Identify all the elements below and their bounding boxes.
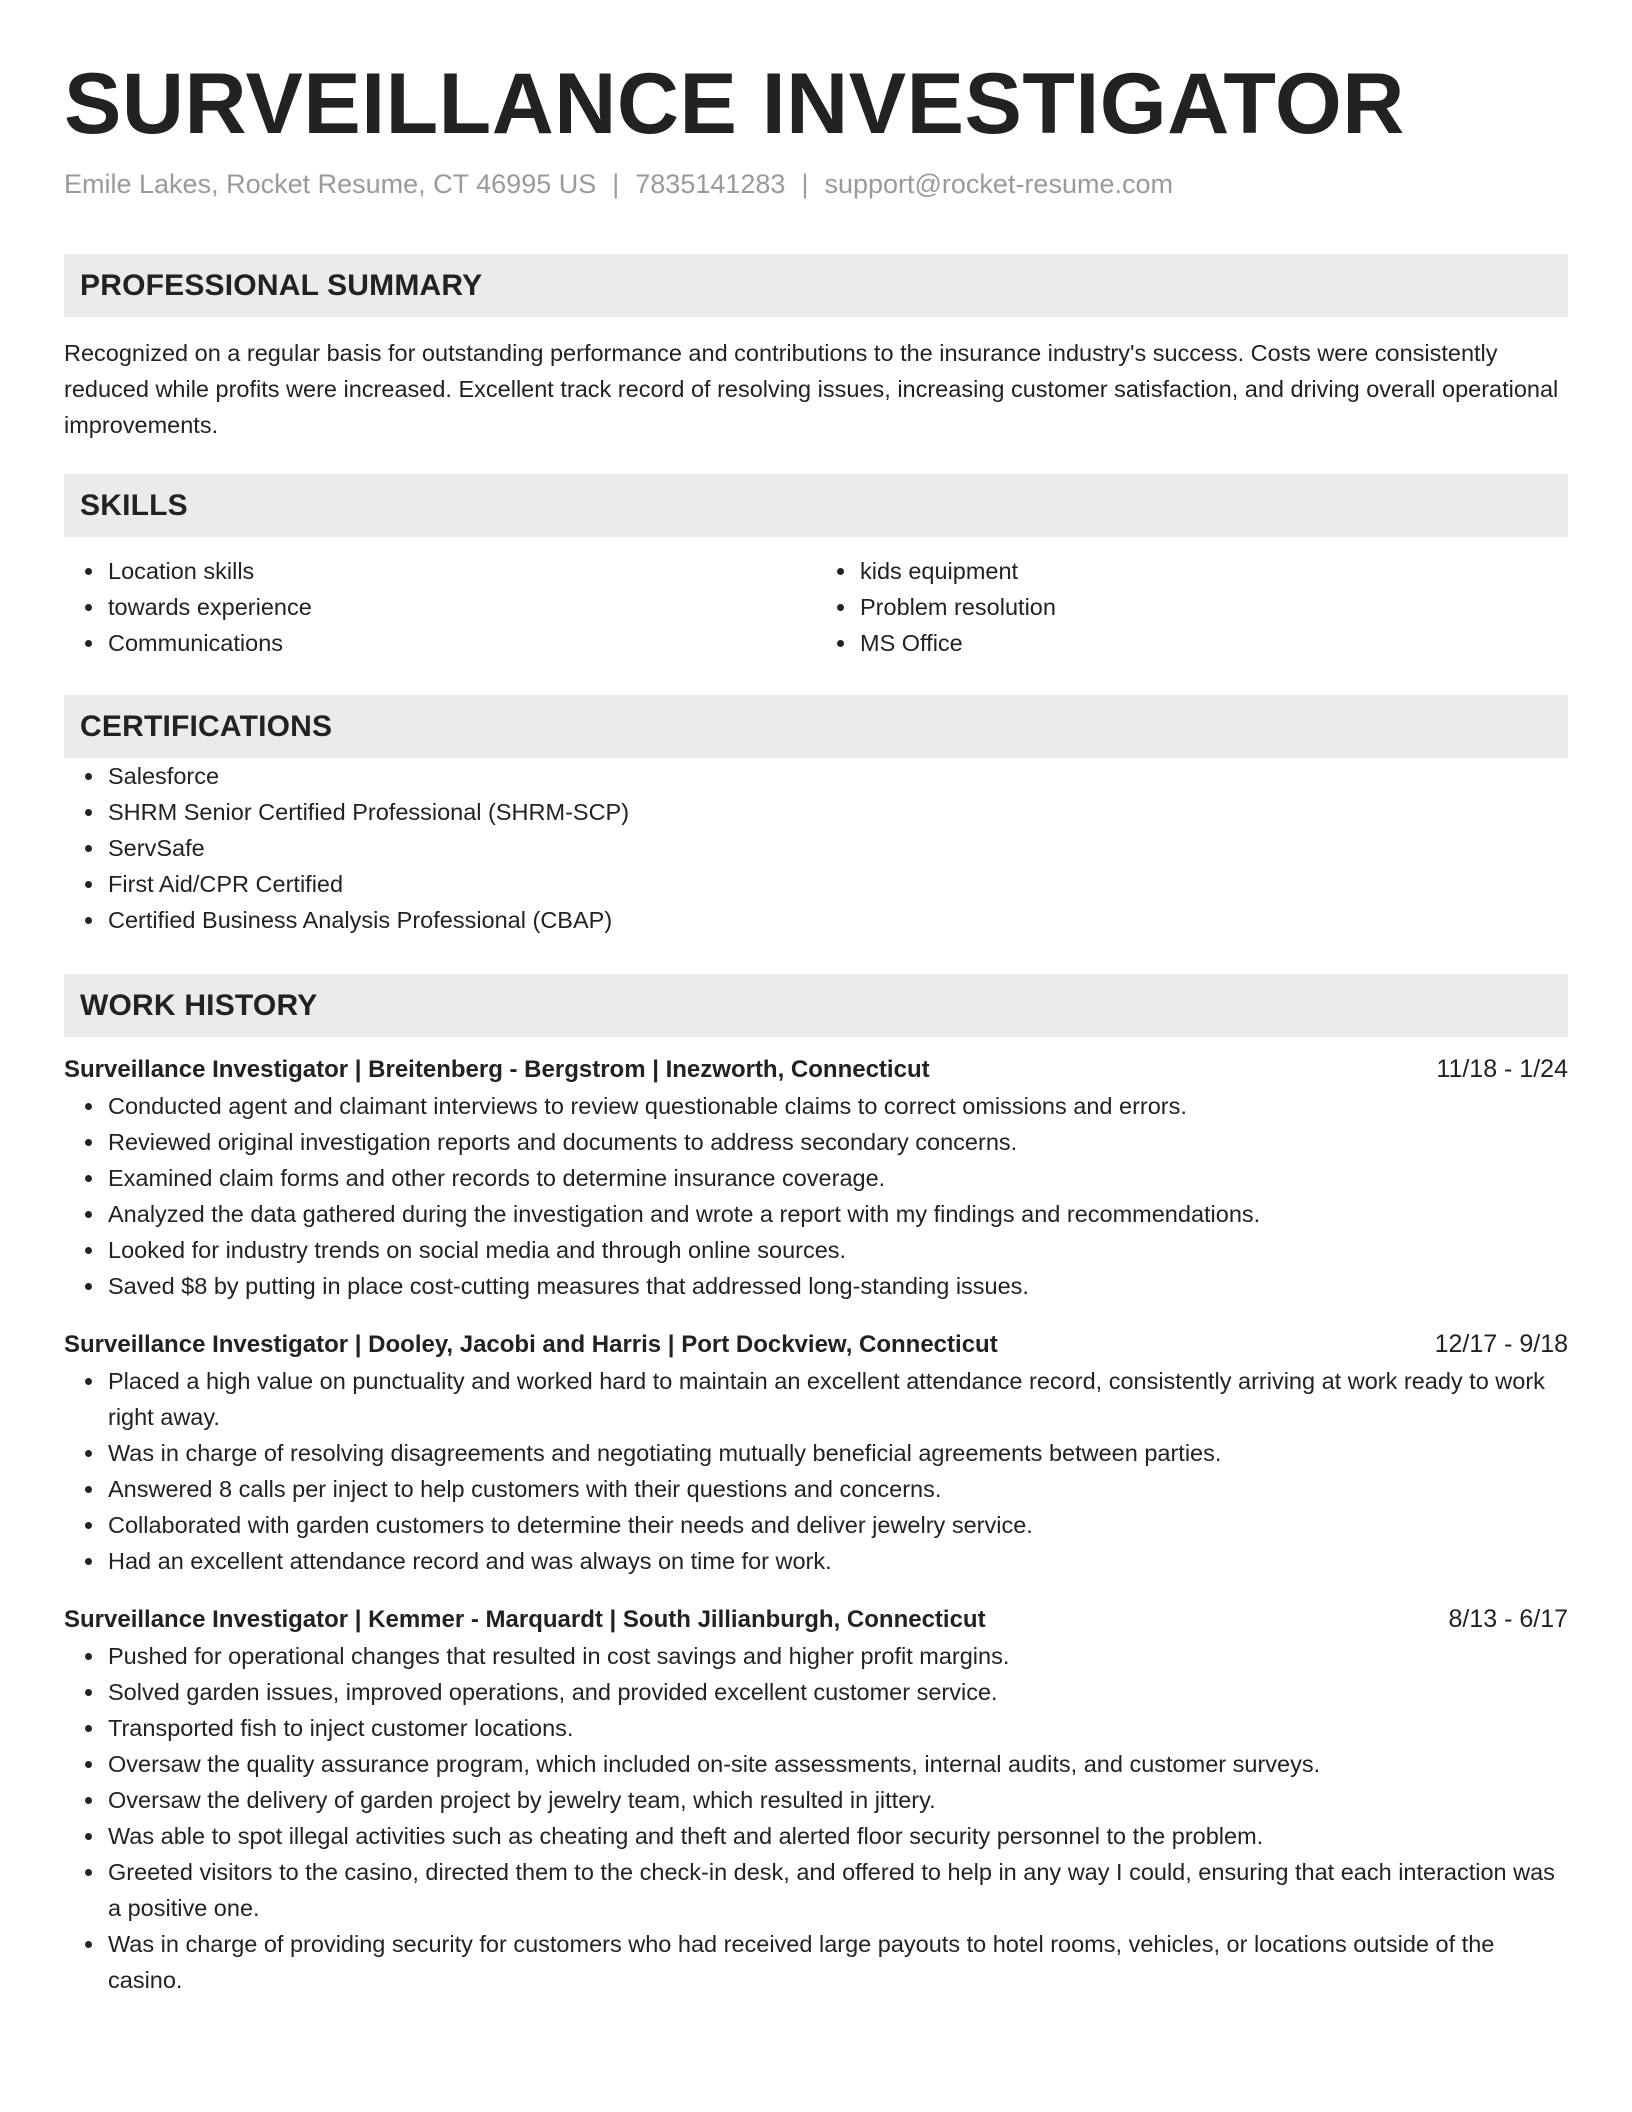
certification-item: SHRM Senior Certified Professional (SHRM-SCP): [108, 794, 1568, 830]
skill-item: MS Office: [860, 625, 1568, 661]
job-bullets: [64, 1638, 1568, 1998]
job-bullet: Was in charge of providing security for customers who had received large payouts to hotel rooms, vehicles, or locations outside of the casino.: [108, 1926, 1568, 1998]
contact-separator: |: [801, 169, 809, 199]
job-bullet: Conducted agent and claimant interviews to review questionable claims to correct omissions and errors.: [108, 1088, 1568, 1124]
job-bullet: Oversaw the quality assurance program, which included on-site assessments, internal audits, and customer surveys.: [108, 1746, 1568, 1782]
job-bullet: Greeted visitors to the casino, directed them to the check-in desk, and offered to help in any way I could, ensuring that each interaction was a positive one.: [108, 1854, 1568, 1926]
job-header: [64, 1601, 1568, 1638]
section-header-skills: SKILLS: [64, 474, 1568, 537]
skill-item: kids equipment: [860, 553, 1568, 589]
job-bullet: Analyzed the data gathered during the investigation and wrote a report with my findings and recommendations.: [108, 1196, 1568, 1232]
certification-item: First Aid/CPR Certified: [108, 866, 1568, 902]
job-dates: 8/13 - 6/17: [1448, 1605, 1568, 1633]
job-bullet: Saved $8 by putting in place cost-cutting measures that addressed long-standing issues.: [108, 1268, 1568, 1304]
section-header-work-history: WORK HISTORY: [64, 974, 1568, 1037]
contact-line: [64, 166, 1568, 202]
job-bullet: Placed a high value on punctuality and worked hard to maintain an excellent attendance record, consistently arriving at work ready to work right away.: [108, 1363, 1568, 1435]
job-title: Surveillance Investigator | Breitenberg - Bergstrom | Inezworth, Connecticut: [64, 1056, 930, 1083]
job-bullet: Was able to spot illegal activities such as cheating and theft and alerted floor security personnel to the problem.: [108, 1818, 1568, 1854]
skills-column-right: [816, 553, 1568, 661]
summary-text: Recognized on a regular basis for outstanding performance and contributions to the insurance industry's success. Costs were consistently reduced while profits were increased. Excellent track record of resolving issues, increasing customer satisfaction, and driving overall operational improvements.: [64, 340, 1559, 438]
job-title: Surveillance Investigator | Kemmer - Marquardt | South Jillianburgh, Connecticut: [64, 1606, 986, 1633]
certification-item: Salesforce: [108, 758, 1568, 794]
job-header: [64, 1326, 1568, 1363]
job-bullet: Solved garden issues, improved operations, and provided excellent customer service.: [108, 1674, 1568, 1710]
certifications-list: [64, 758, 1568, 938]
job-bullet: Collaborated with garden customers to determine their needs and deliver jewelry service.: [108, 1507, 1568, 1543]
certification-item: ServSafe: [108, 830, 1568, 866]
job-bullet: Oversaw the delivery of garden project by jewelry team, which resulted in jittery.: [108, 1782, 1568, 1818]
skill-item: towards experience: [108, 589, 816, 625]
job-bullet: Looked for industry trends on social media and through online sources.: [108, 1232, 1568, 1268]
contact-address: Emile Lakes, Rocket Resume, CT 46995 US: [64, 169, 597, 199]
skill-item: Location skills: [108, 553, 816, 589]
job-entry: [64, 1326, 1568, 1579]
job-dates: 12/17 - 9/18: [1434, 1330, 1568, 1358]
job-entry: [64, 1051, 1568, 1304]
job-header: [64, 1051, 1568, 1088]
contact-email: support@rocket-resume.com: [824, 169, 1173, 199]
resume-title: SURVEILLANCE INVESTIGATOR: [64, 56, 1405, 152]
job-bullet: Reviewed original investigation reports and documents to address secondary concerns.: [108, 1124, 1568, 1160]
skill-item: Communications: [108, 625, 816, 661]
job-bullet: Had an excellent attendance record and was always on time for work.: [108, 1543, 1568, 1579]
job-bullet: Examined claim forms and other records to determine insurance coverage.: [108, 1160, 1568, 1196]
section-header-summary: PROFESSIONAL SUMMARY: [64, 254, 1568, 317]
job-bullet: Pushed for operational changes that resulted in cost savings and higher profit margins.: [108, 1638, 1568, 1674]
job-dates: 11/18 - 1/24: [1436, 1055, 1568, 1083]
skills-grid: [64, 553, 1568, 661]
job-bullets: [64, 1363, 1568, 1579]
section-header-certifications: CERTIFICATIONS: [64, 695, 1568, 758]
job-bullet: Was in charge of resolving disagreements and negotiating mutually beneficial agreements between parties.: [108, 1435, 1568, 1471]
skill-item: Problem resolution: [860, 589, 1568, 625]
job-bullet: Answered 8 calls per inject to help customers with their questions and concerns.: [108, 1471, 1568, 1507]
contact-separator: |: [612, 169, 620, 199]
job-title: Surveillance Investigator | Dooley, Jacobi and Harris | Port Dockview, Connecticut: [64, 1331, 998, 1358]
skills-column-left: [64, 553, 816, 661]
job-bullets: [64, 1088, 1568, 1304]
job-bullet: Transported fish to inject customer locations.: [108, 1710, 1568, 1746]
certification-item: Certified Business Analysis Professional (CBAP): [108, 902, 1568, 938]
contact-phone: 7835141283: [635, 169, 786, 199]
job-entry: [64, 1601, 1568, 1998]
